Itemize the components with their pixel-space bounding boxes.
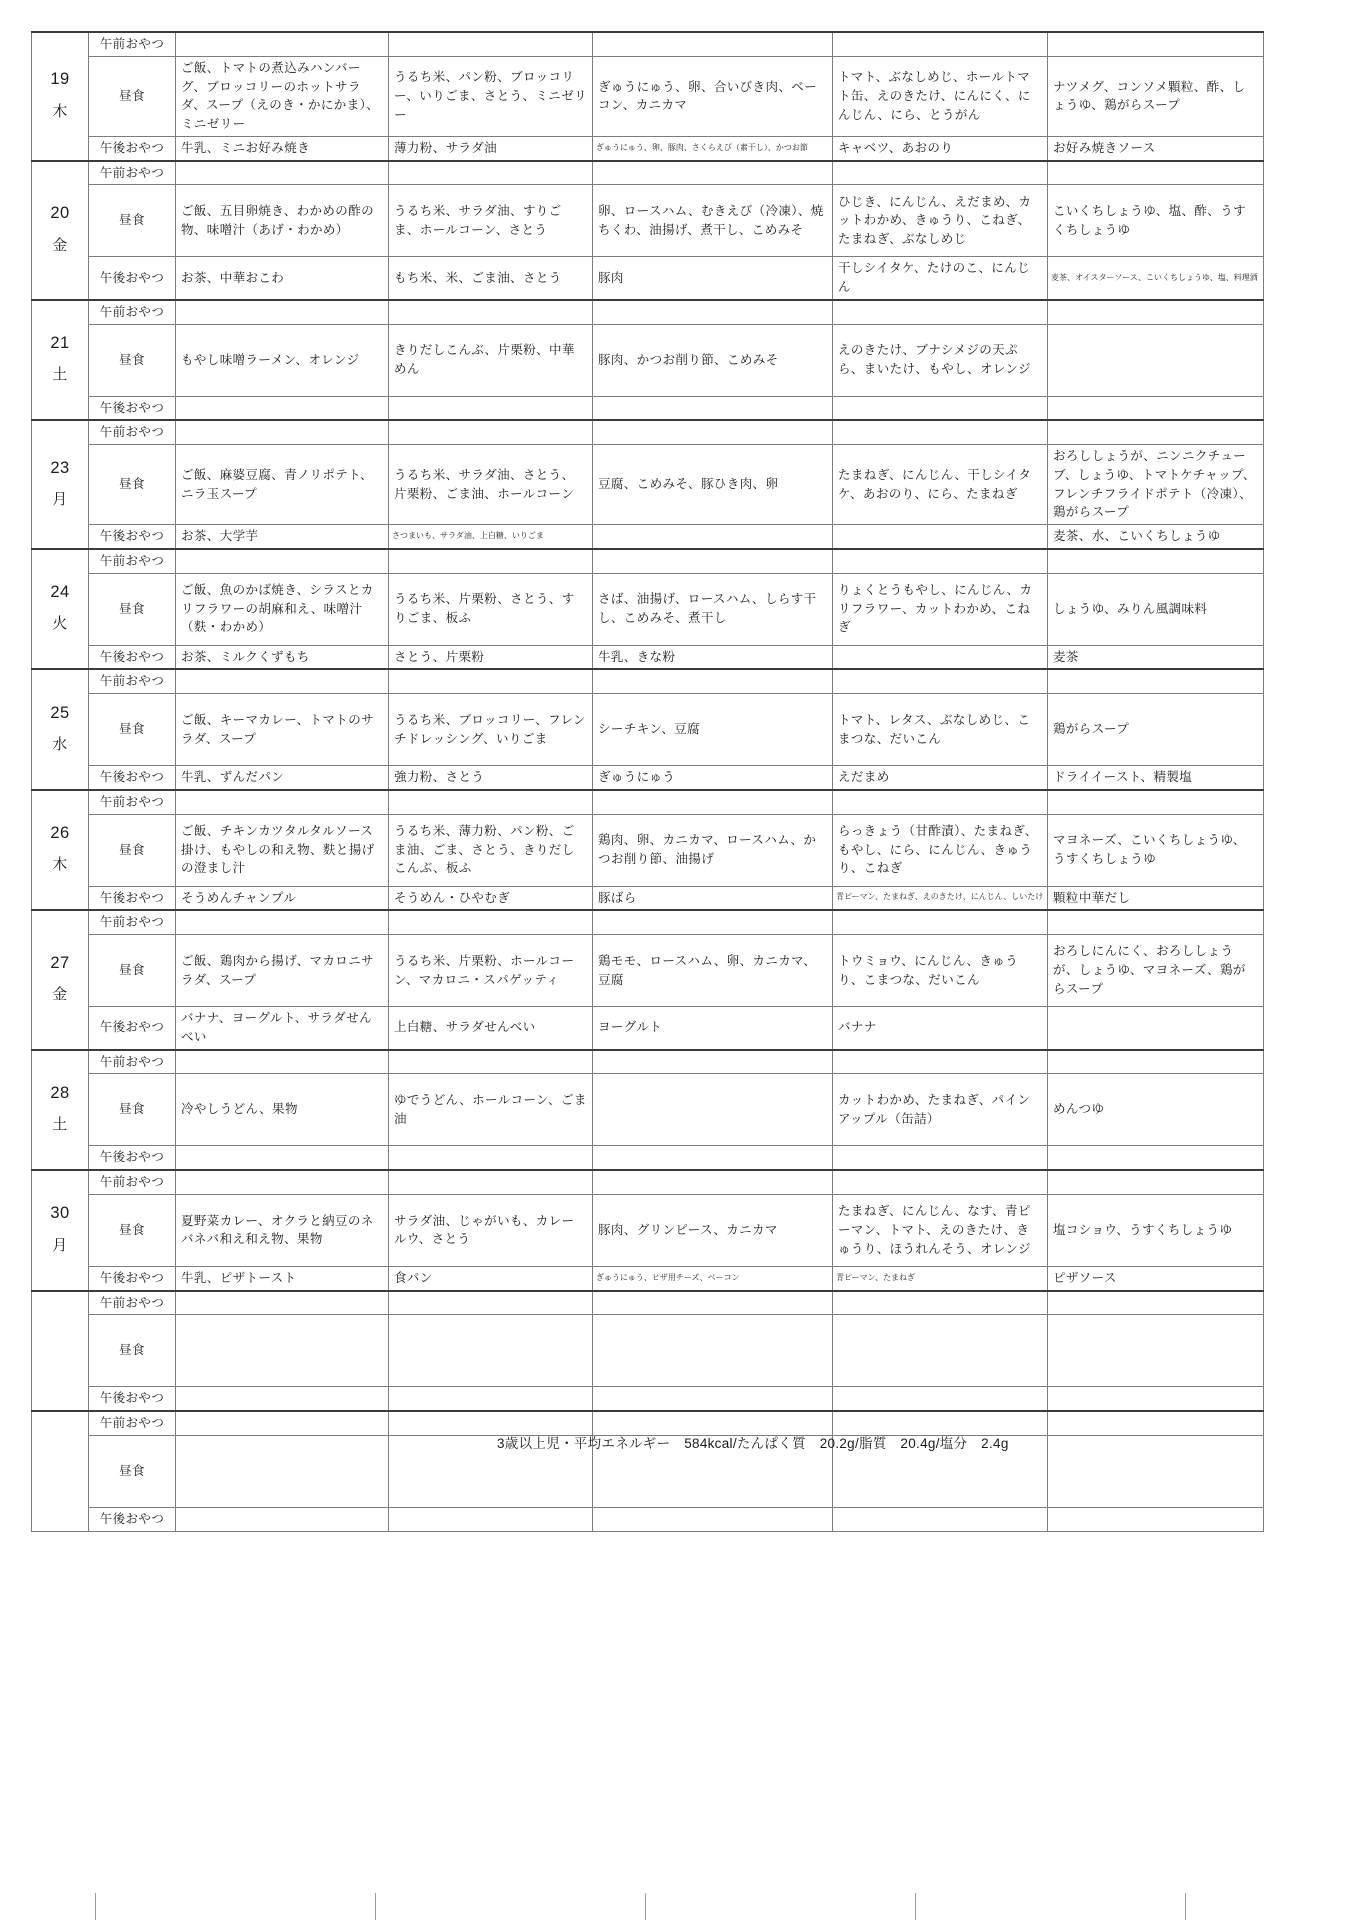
cell-seasonings <box>1048 1507 1264 1531</box>
date-cell <box>32 1050 89 1171</box>
table-row <box>32 420 1264 444</box>
cell-vegetable-foods <box>833 525 1048 549</box>
cell-protein-foods: 牛乳、きな粉 <box>593 645 833 669</box>
cell-protein-foods <box>593 1050 833 1074</box>
meal-plan-table <box>31 31 1264 1532</box>
meal-label-am: 午前おやつ <box>89 790 176 814</box>
meal-label-lunch: 昼食 <box>89 445 176 525</box>
cell-protein-foods <box>593 420 833 444</box>
date-number: 21 <box>50 334 70 353</box>
cell-vegetable-foods <box>833 910 1048 934</box>
table-row <box>32 766 1264 790</box>
cell-protein-foods: 鶏モモ、ロースハム、卵、カニカマ、豆腐 <box>593 935 833 1007</box>
table-row <box>32 1170 1264 1194</box>
date-weekday: 木 <box>52 856 68 874</box>
cell-energy-foods <box>389 790 593 814</box>
cell-menu <box>176 669 389 693</box>
table-row <box>32 573 1264 645</box>
date-number: 23 <box>50 458 70 477</box>
table-row <box>32 1007 1264 1050</box>
table-row <box>32 525 1264 549</box>
cell-seasonings <box>1048 1007 1264 1050</box>
cell-menu <box>176 161 389 185</box>
cell-menu <box>176 1507 389 1531</box>
meal-label-pm: 午後おやつ <box>89 1507 176 1531</box>
cell-seasonings: ナツメグ、コンソメ顆粒、酢、しょうゆ、鶏がらスープ <box>1048 56 1264 136</box>
cell-vegetable-foods <box>833 1170 1048 1194</box>
cell-protein-foods: 豚肉 <box>593 257 833 300</box>
cell-energy-foods <box>389 396 593 420</box>
cell-energy-foods: きりだしこんぶ、片栗粉、中華めん <box>389 324 593 396</box>
meal-label-am: 午前おやつ <box>89 549 176 573</box>
cell-vegetable-foods: えのきたけ、ブナシメジの天ぷら、まいたけ、もやし、オレンジ <box>833 324 1048 396</box>
date-cell <box>32 910 89 1049</box>
cell-vegetable-foods <box>833 1146 1048 1170</box>
cell-vegetable-foods <box>833 1315 1048 1387</box>
meal-label-am: 午前おやつ <box>89 669 176 693</box>
cell-vegetable-foods <box>833 396 1048 420</box>
cell-menu: ご飯、チキンカツタルタルソース掛け、もやしの和え物、麩と揚げの澄まし汁 <box>176 814 389 886</box>
table-row <box>32 645 1264 669</box>
date-weekday: 月 <box>52 1236 68 1254</box>
cell-energy-foods <box>389 549 593 573</box>
date-cell <box>32 790 89 911</box>
cell-seasonings <box>1048 1146 1264 1170</box>
cell-energy-foods <box>389 1146 593 1170</box>
cell-vegetable-foods: トマト、ぶなしめじ、ホールトマト缶、えのきたけ、にんにく、にんじん、にら、とうがん <box>833 56 1048 136</box>
meal-label-lunch: 昼食 <box>89 1194 176 1266</box>
cell-energy-foods: ゆでうどん、ホールコーン、ごま油 <box>389 1074 593 1146</box>
cell-seasonings: 塩コショウ、うすくちしょうゆ <box>1048 1194 1264 1266</box>
date-weekday: 水 <box>52 735 68 753</box>
table-row <box>32 1146 1264 1170</box>
date-cell <box>32 300 89 421</box>
cell-protein-foods: ぎゅうにゅう、ピザ用チーズ、ベーコン <box>593 1266 833 1290</box>
cell-vegetable-foods <box>833 1507 1048 1531</box>
meal-label-lunch: 昼食 <box>89 573 176 645</box>
date-cell <box>32 32 89 161</box>
cell-menu: ご飯、トマトの煮込みハンバーグ、ブロッコリーのホットサラダ、スープ（えのき・かにかま）、ミニゼリー <box>176 56 389 136</box>
table-row <box>32 694 1264 766</box>
cell-protein-foods <box>593 1507 833 1531</box>
cell-energy-foods <box>389 669 593 693</box>
cell-protein-foods <box>593 549 833 573</box>
meal-label-am: 午前おやつ <box>89 1050 176 1074</box>
meal-label-pm: 午後おやつ <box>89 886 176 910</box>
table-row <box>32 185 1264 257</box>
table-row <box>32 300 1264 324</box>
meal-label-pm: 午後おやつ <box>89 396 176 420</box>
table-row <box>32 1074 1264 1146</box>
cell-protein-foods: さば、油揚げ、ロースハム、しらす干し、こめみそ、煮干し <box>593 573 833 645</box>
meal-label-am: 午前おやつ <box>89 910 176 934</box>
cell-protein-foods: シーチキン、豆腐 <box>593 694 833 766</box>
table-row <box>32 1315 1264 1387</box>
meal-label-lunch: 昼食 <box>89 935 176 1007</box>
cell-seasonings: 顆粒中華だし <box>1048 886 1264 910</box>
meal-label-am: 午前おやつ <box>89 1411 176 1435</box>
cell-vegetable-foods <box>833 420 1048 444</box>
cell-menu <box>176 549 389 573</box>
next-page-column-line <box>915 1893 916 1920</box>
menu-table-body <box>32 32 1264 1531</box>
cell-menu <box>176 1170 389 1194</box>
cell-vegetable-foods <box>833 645 1048 669</box>
cell-menu <box>176 1411 389 1435</box>
cell-energy-foods: うるち米、ブロッコリー、フレンチドレッシング、いりごま <box>389 694 593 766</box>
cell-protein-foods: ぎゅうにゅう、卵、合いびき肉、ベーコン、カニカマ <box>593 56 833 136</box>
meal-label-am: 午前おやつ <box>89 161 176 185</box>
cell-menu: 夏野菜カレー、オクラと納豆のネバネバ和え和え物、果物 <box>176 1194 389 1266</box>
date-weekday: 木 <box>52 102 68 120</box>
cell-seasonings <box>1048 669 1264 693</box>
date-weekday: 金 <box>52 236 68 254</box>
cell-vegetable-foods: たまねぎ、にんじん、なす、青ピーマン、トマト、えのきたけ、きゅうり、ほうれんそう、オレンジ <box>833 1194 1048 1266</box>
meal-label-am: 午前おやつ <box>89 1170 176 1194</box>
next-page-column-line <box>95 1893 96 1920</box>
date-cell <box>32 669 89 790</box>
cell-vegetable-foods: たまねぎ、にんじん、干しシイタケ、あおのり、にら、たまねぎ <box>833 445 1048 525</box>
nutrition-summary: 3歳以上児・平均エネルギー 584kcal/たんぱく質 20.2g/脂質 20.4g/塩分 2.4g <box>497 1436 1009 1451</box>
cell-menu: もやし味噌ラーメン、オレンジ <box>176 324 389 396</box>
meal-label-pm: 午後おやつ <box>89 1387 176 1411</box>
meal-label-am: 午前おやつ <box>89 1291 176 1315</box>
cell-vegetable-foods <box>833 790 1048 814</box>
cell-seasonings <box>1048 790 1264 814</box>
table-row <box>32 910 1264 934</box>
cell-seasonings <box>1048 300 1264 324</box>
cell-energy-foods: もち米、米、ごま油、さとう <box>389 257 593 300</box>
cell-protein-foods <box>593 525 833 549</box>
table-row <box>32 396 1264 420</box>
cell-seasonings <box>1048 549 1264 573</box>
cell-protein-foods <box>593 1074 833 1146</box>
cell-seasonings <box>1048 1170 1264 1194</box>
cell-vegetable-foods <box>833 669 1048 693</box>
cell-vegetable-foods <box>833 549 1048 573</box>
cell-protein-foods <box>593 790 833 814</box>
cell-vegetable-foods <box>833 1050 1048 1074</box>
cell-energy-foods <box>389 1387 593 1411</box>
table-row <box>32 1507 1264 1531</box>
cell-vegetable-foods <box>833 1291 1048 1315</box>
cell-energy-foods: うるち米、サラダ油、すりごま、ホールコーン、さとう <box>389 185 593 257</box>
cell-seasonings <box>1048 420 1264 444</box>
cell-protein-foods: 豚ばら <box>593 886 833 910</box>
date-number: 24 <box>50 583 70 602</box>
cell-protein-foods: 鶏肉、卵、カニカマ、ロースハム、かつお削り節、油揚げ <box>593 814 833 886</box>
cell-vegetable-foods: えだまめ <box>833 766 1048 790</box>
table-row <box>32 1194 1264 1266</box>
cell-protein-foods <box>593 1146 833 1170</box>
cell-protein-foods <box>593 32 833 56</box>
cell-protein-foods <box>593 161 833 185</box>
cell-seasonings <box>1048 910 1264 934</box>
cell-seasonings <box>1048 32 1264 56</box>
date-weekday: 土 <box>52 366 68 384</box>
cell-menu <box>176 790 389 814</box>
meal-label-lunch: 昼食 <box>89 56 176 136</box>
cell-vegetable-foods <box>833 1387 1048 1411</box>
cell-menu: 牛乳、ピザトースト <box>176 1266 389 1290</box>
cell-vegetable-foods: キャベツ、あおのり <box>833 136 1048 160</box>
next-page-column-line <box>375 1893 376 1920</box>
cell-menu <box>176 1050 389 1074</box>
meal-label-pm: 午後おやつ <box>89 645 176 669</box>
cell-protein-foods <box>593 669 833 693</box>
cell-menu <box>176 1435 389 1507</box>
cell-seasonings <box>1048 1435 1264 1507</box>
cell-vegetable-foods: 青ピーマン、たまねぎ、えのきたけ、にんじん、しいたけ <box>833 886 1048 910</box>
meal-label-pm: 午後おやつ <box>89 136 176 160</box>
meal-label-pm: 午後おやつ <box>89 257 176 300</box>
cell-seasonings: こいくちしょうゆ、塩、酢、うすくちしょうゆ <box>1048 185 1264 257</box>
cell-seasonings <box>1048 161 1264 185</box>
date-number: 27 <box>50 953 70 972</box>
meal-label-pm: 午後おやつ <box>89 1007 176 1050</box>
cell-energy-foods: 強力粉、さとう <box>389 766 593 790</box>
cell-vegetable-foods: ひじき、にんじん、えだまめ、カットわかめ、きゅうり、こねぎ、たまねぎ、ぶなしめじ <box>833 185 1048 257</box>
cell-energy-foods: サラダ油、じゃがいも、カレールウ、さとう <box>389 1194 593 1266</box>
cell-seasonings: ドライイースト、精製塩 <box>1048 766 1264 790</box>
cell-seasonings: 麦茶、オイスターソース、こいくちしょうゆ、塩、料理酒 <box>1048 257 1264 300</box>
cell-vegetable-foods: バナナ <box>833 1007 1048 1050</box>
table-row <box>32 56 1264 136</box>
date-weekday: 月 <box>52 490 68 508</box>
cell-menu: ご飯、鶏肉から揚げ、マカロニサラダ、スープ <box>176 935 389 1007</box>
cell-menu: ご飯、魚のかば焼き、シラスとカリフラワーの胡麻和え、味噌汁（麩・わかめ） <box>176 573 389 645</box>
cell-energy-foods: さつまいも、サラダ油、上白糖、いりごま <box>389 525 593 549</box>
table-row <box>32 1266 1264 1290</box>
cell-seasonings: 鶏がらスープ <box>1048 694 1264 766</box>
cell-energy-foods: さとう、片栗粉 <box>389 645 593 669</box>
cell-protein-foods: ヨーグルト <box>593 1007 833 1050</box>
date-cell <box>32 420 89 549</box>
cell-menu: ご飯、麻婆豆腐、青ノリポテト、ニラ玉スープ <box>176 445 389 525</box>
cell-energy-foods <box>389 1291 593 1315</box>
cell-menu: バナナ、ヨーグルト、サラダせんべい <box>176 1007 389 1050</box>
cell-seasonings: 麦茶、水、こいくちしょうゆ <box>1048 525 1264 549</box>
cell-vegetable-foods: トマト、レタス、ぶなしめじ、こまつな、だいこん <box>833 694 1048 766</box>
cell-seasonings: 麦茶 <box>1048 645 1264 669</box>
cell-vegetable-foods <box>833 32 1048 56</box>
meal-label-am: 午前おやつ <box>89 32 176 56</box>
date-cell <box>32 1411 89 1531</box>
table-row <box>32 790 1264 814</box>
cell-energy-foods <box>389 161 593 185</box>
cell-protein-foods: 豆腐、こめみそ、豚ひき肉、卵 <box>593 445 833 525</box>
table-row <box>32 1291 1264 1315</box>
cell-seasonings <box>1048 396 1264 420</box>
table-row <box>32 1387 1264 1411</box>
date-cell <box>32 1170 89 1291</box>
table-row <box>32 445 1264 525</box>
cell-energy-foods <box>389 420 593 444</box>
cell-menu: そうめんチャンプル <box>176 886 389 910</box>
cell-protein-foods <box>593 1291 833 1315</box>
cell-menu <box>176 396 389 420</box>
cell-vegetable-foods: りょくとうもやし、にんじん、カリフラワー、カットわかめ、こねぎ <box>833 573 1048 645</box>
table-row <box>32 257 1264 300</box>
cell-protein-foods <box>593 1170 833 1194</box>
cell-seasonings: おろしにんにく、おろししょうが、しょうゆ、マヨネーズ、鶏がらスープ <box>1048 935 1264 1007</box>
cell-energy-foods <box>389 1507 593 1531</box>
cell-energy-foods <box>389 1050 593 1074</box>
cell-energy-foods: うるち米、パン粉、ブロッコリー、いりごま、さとう、ミニゼリー <box>389 56 593 136</box>
cell-seasonings: めんつゆ <box>1048 1074 1264 1146</box>
cell-vegetable-foods <box>833 300 1048 324</box>
table-row <box>32 161 1264 185</box>
cell-energy-foods <box>389 300 593 324</box>
cell-vegetable-foods: カットわかめ、たまねぎ、パインアップル（缶詰） <box>833 1074 1048 1146</box>
cell-seasonings <box>1048 1291 1264 1315</box>
cell-seasonings <box>1048 1387 1264 1411</box>
meal-label-lunch: 昼食 <box>89 324 176 396</box>
table-row <box>32 32 1264 56</box>
date-number: 19 <box>50 70 70 89</box>
cell-energy-foods: うるち米、サラダ油、さとう、片栗粉、ごま油、ホールコーン <box>389 445 593 525</box>
meal-label-lunch: 昼食 <box>89 814 176 886</box>
cell-vegetable-foods: 干しシイタケ、たけのこ、にんじん <box>833 257 1048 300</box>
table-row <box>32 136 1264 160</box>
next-page-column-line <box>645 1893 646 1920</box>
cell-energy-foods: 薄力粉、サラダ油 <box>389 136 593 160</box>
meal-label-pm: 午後おやつ <box>89 1266 176 1290</box>
cell-protein-foods: ぎゅうにゅう <box>593 766 833 790</box>
cell-protein-foods: 卵、ロースハム、むきえび（冷凍）、焼ちくわ、油揚げ、煮干し、こめみそ <box>593 185 833 257</box>
cell-seasonings: おろししょうが、ニンニクチューブ、しょうゆ、トマトケチャップ、フレンチフライドポテト（冷凍）、鶏がらスープ <box>1048 445 1264 525</box>
cell-protein-foods <box>593 1387 833 1411</box>
meal-label-lunch: 昼食 <box>89 1435 176 1507</box>
date-number: 20 <box>50 204 70 223</box>
cell-menu <box>176 32 389 56</box>
cell-menu <box>176 910 389 934</box>
table-row <box>32 324 1264 396</box>
cell-menu <box>176 1291 389 1315</box>
cell-menu: ご飯、キーマカレー、トマトのサラダ、スープ <box>176 694 389 766</box>
meal-label-pm: 午後おやつ <box>89 766 176 790</box>
cell-seasonings <box>1048 1050 1264 1074</box>
cell-menu: 冷やしうどん、果物 <box>176 1074 389 1146</box>
cell-vegetable-foods: 青ピーマン、たまねぎ <box>833 1266 1048 1290</box>
meal-label-lunch: 昼食 <box>89 185 176 257</box>
cell-menu: 牛乳、ミニお好み焼き <box>176 136 389 160</box>
table-row <box>32 1050 1264 1074</box>
cell-seasonings: マヨネーズ、こいくちしょうゆ、うすくちしょうゆ <box>1048 814 1264 886</box>
date-weekday: 土 <box>52 1116 68 1134</box>
table-row <box>32 886 1264 910</box>
cell-energy-foods <box>389 910 593 934</box>
cell-vegetable-foods: トウミョウ、にんじん、きゅうり、こまつな、だいこん <box>833 935 1048 1007</box>
cell-energy-foods <box>389 32 593 56</box>
cell-protein-foods: 豚肉、グリンピース、カニカマ <box>593 1194 833 1266</box>
date-number: 30 <box>50 1204 70 1223</box>
cell-vegetable-foods <box>833 161 1048 185</box>
cell-protein-foods: 豚肉、かつお削り節、こめみそ <box>593 324 833 396</box>
table-row <box>32 814 1264 886</box>
date-cell <box>32 1291 89 1412</box>
meal-label-pm: 午後おやつ <box>89 1146 176 1170</box>
cell-energy-foods: うるち米、片栗粉、さとう、すりごま、板ふ <box>389 573 593 645</box>
cell-menu <box>176 1315 389 1387</box>
cell-seasonings: お好み焼きソース <box>1048 136 1264 160</box>
meal-label-lunch: 昼食 <box>89 694 176 766</box>
cell-menu <box>176 1146 389 1170</box>
cell-energy-foods: 上白糖、サラダせんべい <box>389 1007 593 1050</box>
cell-seasonings: ピザソース <box>1048 1266 1264 1290</box>
cell-menu: お茶、ミルクくずもち <box>176 645 389 669</box>
date-weekday: 金 <box>52 986 68 1004</box>
meal-label-pm: 午後おやつ <box>89 525 176 549</box>
date-cell <box>32 549 89 670</box>
date-number: 28 <box>50 1083 70 1102</box>
cell-protein-foods: ぎゅうにゅう、卵、豚肉、さくらえび（素干し）、かつお節 <box>593 136 833 160</box>
cell-menu: お茶、大学芋 <box>176 525 389 549</box>
cell-energy-foods: うるち米、薄力粉、パン粉、ごま油、ごま、さとう、きりだしこんぶ、板ふ <box>389 814 593 886</box>
cell-menu <box>176 1387 389 1411</box>
cell-menu: ご飯、五目卵焼き、わかめの酢の物、味噌汁（あげ・わかめ） <box>176 185 389 257</box>
meal-label-lunch: 昼食 <box>89 1315 176 1387</box>
table-row <box>32 549 1264 573</box>
meal-label-am: 午前おやつ <box>89 420 176 444</box>
cell-energy-foods <box>389 1170 593 1194</box>
date-weekday: 火 <box>52 615 68 633</box>
cell-seasonings: しょうゆ、みりん風調味料 <box>1048 573 1264 645</box>
cell-seasonings <box>1048 1315 1264 1387</box>
cell-protein-foods <box>593 1315 833 1387</box>
cell-vegetable-foods: らっきょう（甘酢漬）、たまねぎ、もやし、にら、にんじん、きゅうり、こねぎ <box>833 814 1048 886</box>
cell-energy-foods <box>389 1315 593 1387</box>
cell-menu <box>176 420 389 444</box>
cell-protein-foods <box>593 396 833 420</box>
date-number: 25 <box>50 703 70 722</box>
cell-energy-foods: そうめん・ひやむぎ <box>389 886 593 910</box>
meal-label-lunch: 昼食 <box>89 1074 176 1146</box>
cell-protein-foods <box>593 300 833 324</box>
next-page-column-line <box>1185 1893 1186 1920</box>
cell-seasonings <box>1048 1411 1264 1435</box>
date-cell <box>32 161 89 300</box>
table-row <box>32 935 1264 1007</box>
cell-protein-foods <box>593 910 833 934</box>
cell-energy-foods: 食パン <box>389 1266 593 1290</box>
cell-menu: 牛乳、ずんだパン <box>176 766 389 790</box>
date-number: 26 <box>50 824 70 843</box>
cell-energy-foods: うるち米、片栗粉、ホールコーン、マカロニ・スパゲッティ <box>389 935 593 1007</box>
cell-seasonings <box>1048 324 1264 396</box>
table-row <box>32 669 1264 693</box>
cell-menu: お茶、中華おこわ <box>176 257 389 300</box>
meal-label-am: 午前おやつ <box>89 300 176 324</box>
cell-menu <box>176 300 389 324</box>
